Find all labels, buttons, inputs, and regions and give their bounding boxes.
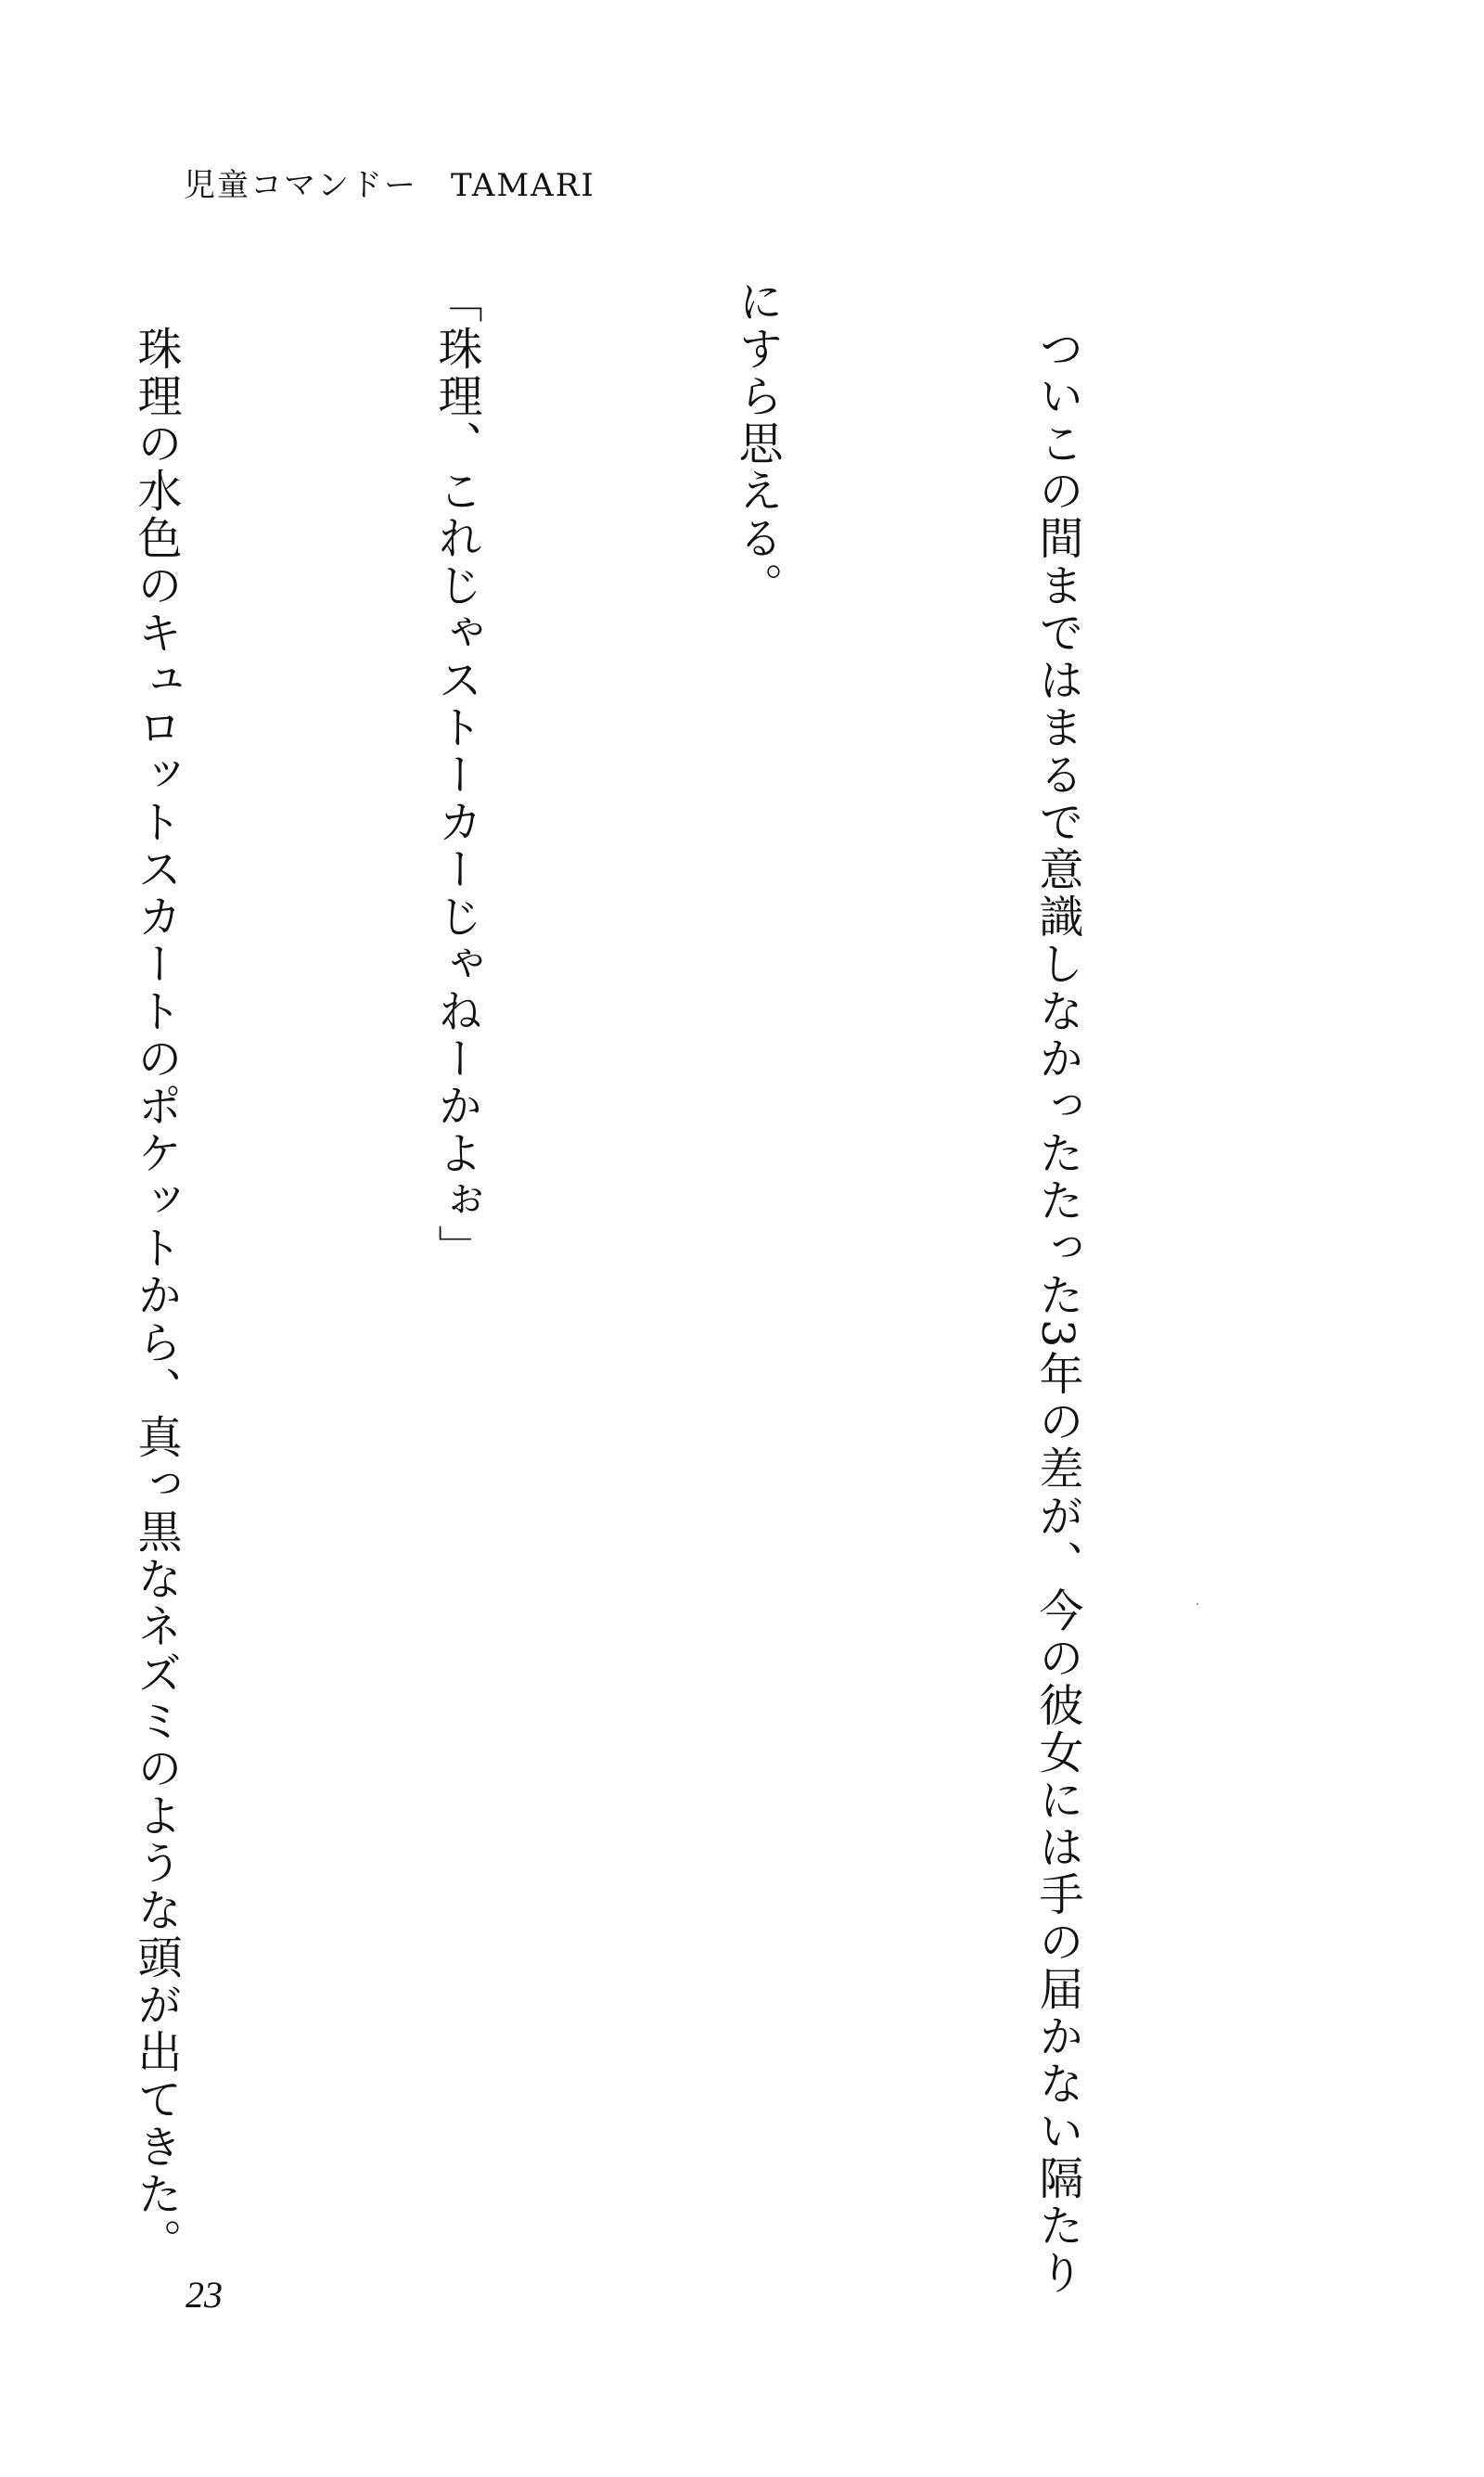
running-header: 児童コマンドー TAMARI <box>184 167 595 204</box>
text-line: 珠理の水色のキュロットスカートのポケットから、真っ黒なネズミのような頭が出てきた。 <box>130 278 182 2265</box>
body-text <box>130 278 1308 2301</box>
text-line: にすら思える。 <box>731 278 783 610</box>
text-line: 「珠理、これじゃストーカーじゃねーかよぉ」 <box>430 278 482 1272</box>
page-number: 23 <box>186 2274 223 2316</box>
scan-speck <box>1196 1603 1198 1605</box>
text-line: ついこの間まではまるで意識しなかったたった3年の差が、今の彼女には手の届かない隔たり <box>1031 278 1083 2297</box>
